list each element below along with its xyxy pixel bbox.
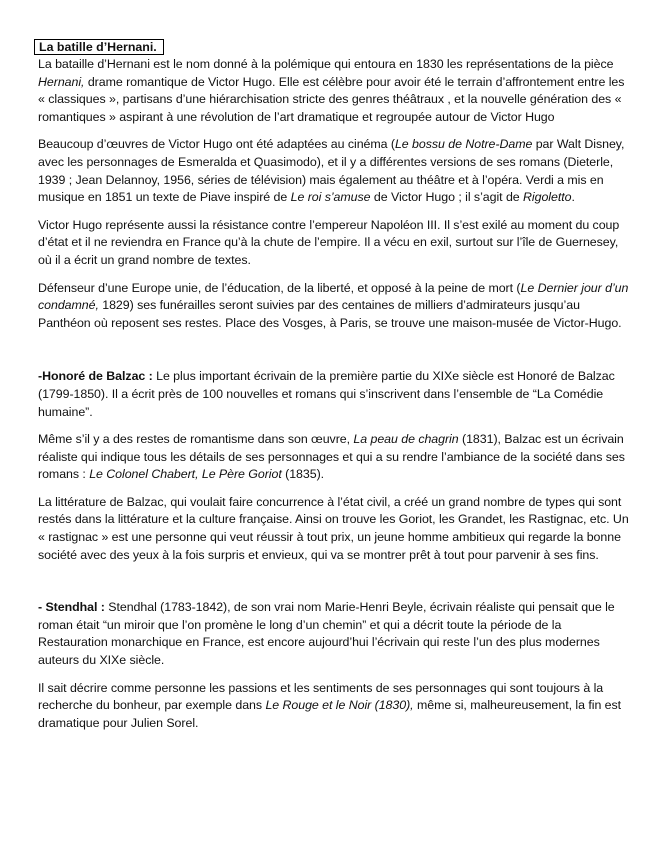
text-run: par Walt Disney, avec les personnages de Esmeralda et Quasimodo), et il y a différentes versions de ses romans (Dieterle, 1939 ; Jean Delannoy, 1956, séries de télévision) mais également au théâtre et à l’opéra. Verdi a mis en musique en 1851 un texte de Piave inspiré de	[38, 137, 625, 205]
text-run: .	[571, 190, 575, 205]
work-title: Le Colonel Chabert, Le Père Goriot	[89, 467, 282, 482]
author-label: -Honoré de Balzac :	[38, 369, 153, 384]
text-run: même si, malheureusement, la fin est dramatique pour Julien Sorel.	[38, 698, 622, 730]
text-run: Défenseur d’une Europe unie, de l’éducation, de la liberté, et opposé à la peine de mort (	[38, 280, 521, 295]
text-run: de Victor Hugo ; il s’agit de	[370, 190, 524, 205]
work-title: Le bossu de Notre-Dame	[394, 137, 533, 152]
work-title: La peau de chagrin	[353, 432, 459, 447]
work-title: Hernani,	[38, 74, 85, 89]
text-run: Beaucoup d’œuvres de Victor Hugo ont été adaptées au cinéma (	[38, 137, 395, 152]
balzac-paragraph-2	[38, 431, 629, 484]
hernani-paragraph-3: Victor Hugo représente aussi la résistance contre l’empereur Napoléon III. Il s’est exilé au moment du coup d’état et il ne reviendra en France qu’à la chute de l’empire. Il a vécu en exil, surtout sur l’île de Guernesey, où il a écrit un grand nombre de textes.	[38, 217, 620, 267]
hernani-paragraph-1	[38, 56, 629, 126]
hernani-paragraph-4	[38, 280, 629, 333]
text-run: Même s’il y a des restes de romantisme dans son œuvre,	[38, 432, 354, 447]
text-run: drame romantique de Victor Hugo. Elle est célèbre pour avoir été le terrain d’affrontement entre les « classiques », partisans d’une hiérarchisation stricte des genres théâtraux , et la nouvelle génération des « romantiques » aspirant à une révolution de l’art dramatique et regroupée autour de Victor Hugo	[38, 74, 625, 124]
text-run: Stendhal (1783-1842), de son vrai nom Marie-Henri Beyle, écrivain réaliste qui pensait que le roman était “un miroir que l’on promène le long d’un chemin” et qui a décrit toute la période de la Restauration monarchique en France, est encore aujourd’hui l’écrivain qui reste l’un des plus modernes auteurs du XIXe siècle.	[38, 600, 615, 668]
section-title: La batille d’Hernani.	[34, 39, 164, 55]
author-label: - Stendhal :	[38, 600, 105, 615]
balzac-paragraph-1	[38, 368, 629, 421]
work-title: Le roi s’amuse	[290, 190, 371, 205]
work-title: Le Rouge et le Noir (1830),	[265, 698, 414, 713]
stendhal-paragraph-1	[38, 599, 629, 669]
text-run: La bataille d’Hernani est le nom donné à la polémique qui entoura en 1830 les représentations de la pièce	[38, 57, 614, 71]
text-run: Le plus important écrivain de la première partie du XIXe siècle est Honoré de Balzac (1799-1850). Il a écrit près de 100 nouvelles et romans qui s’inscrivent dans l’ensemble de “La Comédie humaine”.	[38, 369, 615, 419]
stendhal-paragraph-2	[38, 680, 629, 733]
section-spacer	[38, 574, 629, 599]
text-run: Il sait décrire comme personne les passions et les sentiments de ses personnages qui sont toujours à la recherche du bonheur, par exemple dans	[38, 680, 604, 713]
text-run: (1835).	[281, 467, 325, 482]
text-run: (1831), Balzac est un écrivain réaliste qui indique tous les détails de ses personnages et qui a su rendre l’ambiance de la société dans ses romans :	[38, 432, 625, 482]
work-title: Le Dernier jour d’un condamné,	[38, 280, 629, 313]
work-title: Rigoletto	[523, 190, 572, 205]
balzac-paragraph-3: La littérature de Balzac, qui voulait faire concurrence à l’état civil, a créé un grand nombre de types qui sont restés dans la littérature et la culture française. Ainsi on trouve les Goriot, les Grandet, les Rastignac, etc. Un « rastignac » est une personne qui veut réussir à tout prix, un jeune homme ambitieux qui regarde la bonne société avec des yeux à la fois surpris et envieux, qui va se montrer prêt à tout pour parvenir à ses fins.	[38, 494, 629, 562]
section-spacer	[38, 342, 629, 368]
hernani-paragraph-2	[38, 136, 629, 206]
text-run: 1829) ses funérailles seront suivies par des centaines de milliers d’admirateurs jusqu’au Panthéon où reposent ses restes. Place des Vosges, à Paris, se trouve une maison-musée de Victor-Hugo.	[38, 298, 622, 330]
